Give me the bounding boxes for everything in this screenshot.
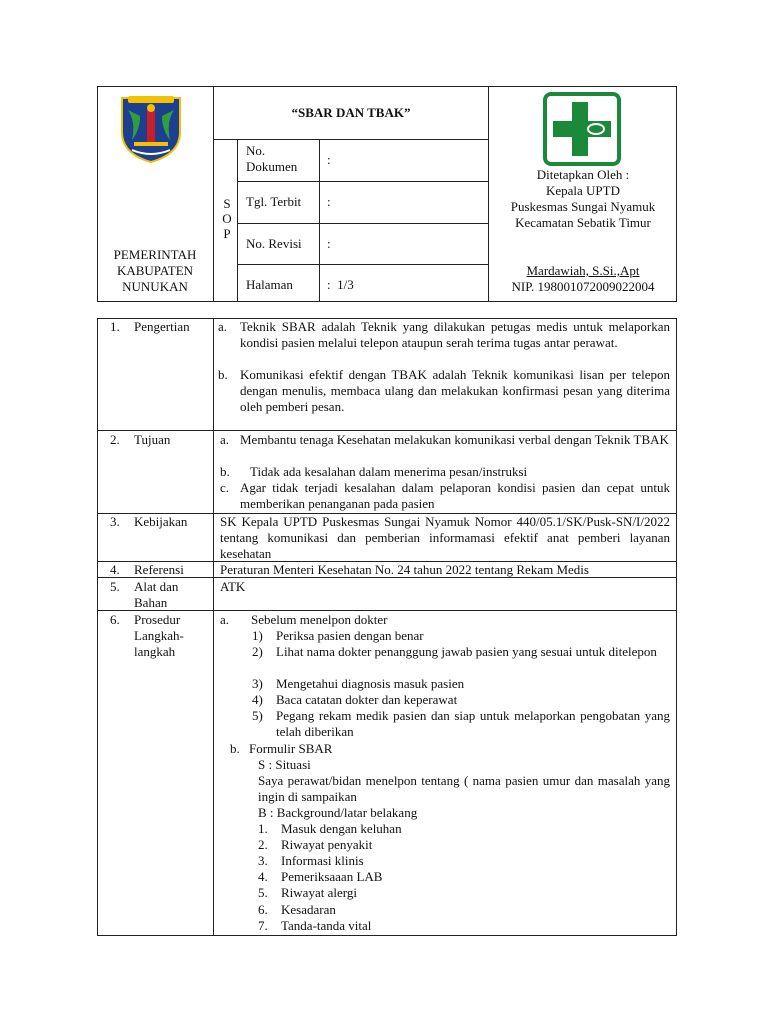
situasi-label: S : Situasi bbox=[258, 757, 311, 772]
row-5-title: Alat dan Bahan bbox=[134, 579, 179, 610]
bg-6-number: 6. bbox=[258, 902, 268, 917]
no-revisi-label: No. Revisi bbox=[246, 236, 302, 251]
bg-4-text: Pemeriksaaan LAB bbox=[281, 869, 383, 884]
row-2-b-label: b. bbox=[220, 464, 230, 479]
row-6-a-label: a. bbox=[220, 612, 230, 627]
halaman-label: Halaman bbox=[246, 277, 293, 292]
no-dokumen-label: No. Dokumen bbox=[246, 143, 298, 174]
bg-6-text: Kesadaran bbox=[281, 902, 336, 917]
step-3-text: Mengetahui diagnosis masuk pasien bbox=[276, 676, 465, 691]
step-2-number: 2) bbox=[252, 644, 263, 659]
row-4-text: Peraturan Menteri Kesehatan No. 24 tahun 2022 tentang Rekam Medis bbox=[220, 562, 589, 577]
row-2-a-label: a. bbox=[220, 432, 230, 447]
row-1-title: Pengertian bbox=[134, 319, 190, 334]
bg-7-number: 7. bbox=[258, 918, 268, 933]
tgl-terbit-label: Tgl. Terbit bbox=[246, 194, 302, 209]
bg-7-text: Tanda-tanda vital bbox=[281, 918, 372, 933]
row-3-number: 3. bbox=[110, 514, 120, 529]
no-dokumen-value: : bbox=[327, 152, 331, 167]
step-4-text: Baca catatan dokter dan keperawat bbox=[276, 692, 458, 707]
situasi-text: Saya perawat/bidan menelpon tentang ( nama pasien umur dan masalah yang ingin di sampaikan bbox=[258, 773, 670, 804]
row-6-number: 6. bbox=[110, 612, 120, 627]
step-1-text: Periksa pasien dengan benar bbox=[276, 628, 424, 643]
no-revisi-value: : bbox=[327, 236, 331, 251]
signer-nip: NIP. 198001072009022004 bbox=[511, 279, 655, 294]
bg-2-number: 2. bbox=[258, 837, 268, 852]
row-4-number: 4. bbox=[110, 562, 120, 577]
row-1-number: 1. bbox=[110, 319, 120, 334]
halaman-value: : 1/3 bbox=[327, 277, 354, 292]
kabupaten-shield-logo bbox=[118, 92, 184, 164]
step-2-text: Lihat nama dokter penanggung jawab pasien yang sesuai untuk ditelepon bbox=[276, 644, 657, 659]
puskesmas-logo bbox=[541, 92, 623, 166]
row-6-b-text: Formulir SBAR bbox=[249, 741, 333, 756]
bg-1-number: 1. bbox=[258, 821, 268, 836]
row-1-b-label: b. bbox=[218, 367, 228, 382]
step-4-number: 4) bbox=[252, 692, 263, 707]
bg-5-text: Riwayat alergi bbox=[281, 885, 357, 900]
row-4-title: Referensi bbox=[134, 562, 184, 577]
step-5-number: 5) bbox=[252, 708, 263, 723]
row-6-a-text: Sebelum menelpon dokter bbox=[251, 612, 388, 627]
tgl-terbit-value: : bbox=[327, 194, 331, 209]
row-2-title: Tujuan bbox=[134, 432, 171, 447]
background-label: B : Background/latar belakang bbox=[258, 805, 418, 820]
row-2-a-text: Membantu tenaga Kesehatan melakukan komunikasi verbal dengan Teknik TBAK bbox=[240, 432, 669, 447]
step-3-number: 3) bbox=[252, 676, 263, 691]
government-name: PEMERINTAH KABUPATEN NUNUKAN bbox=[113, 247, 197, 294]
row-2-number: 2. bbox=[110, 432, 120, 447]
bg-4-number: 4. bbox=[258, 869, 268, 884]
row-3-title: Kebijakan bbox=[134, 514, 188, 529]
row-5-text: ATK bbox=[220, 579, 246, 594]
step-1-number: 1) bbox=[252, 628, 263, 643]
signer-name: Mardawiah, S.Si.,Apt bbox=[526, 263, 640, 278]
bg-2-text: Riwayat penyakit bbox=[281, 837, 373, 852]
row-3-text: SK Kepala UPTD Puskesmas Sungai Nyamuk Nomor 440/05.1/SK/Pusk-SN/I/2022 tentang komunikasi dan pemberian informamasi efektif anat pemberi layanan kesehatan bbox=[220, 514, 670, 561]
sop-label: S O P bbox=[222, 196, 232, 241]
row-6-b-label: b. bbox=[230, 741, 240, 756]
step-5-text: Pegang rekam medik pasien dan siap untuk melaporkan pengobatan yang telah diberikan bbox=[276, 708, 670, 739]
row-5-number: 5. bbox=[110, 579, 120, 594]
bg-5-number: 5. bbox=[258, 885, 268, 900]
row-2-c-text: Agar tidak terjadi kesalahan dalam pelaporan kondisi pasien dan cepat untuk memberikan penanganan pada pasien bbox=[240, 480, 670, 511]
row-1-b-text: Komunikasi efektif dengan TBAK adalah Teknik komunikasi lisan per telepon dengan menulis, membaca ulang dan melakukan konfirmasi pesan yang diterima oleh pemberi pesan. bbox=[240, 367, 670, 414]
document-title: “SBAR DAN TBAK” bbox=[291, 105, 411, 120]
row-2-b-text: Tidak ada kesalahan dalam menerima pesan/instruksi bbox=[250, 464, 528, 479]
row-2-c-label: c. bbox=[220, 480, 230, 495]
row-1-a-label: a. bbox=[218, 319, 228, 334]
bg-3-text: Informasi klinis bbox=[281, 853, 364, 868]
bg-1-text: Masuk dengan keluhan bbox=[281, 821, 402, 836]
row-1-a-text: Teknik SBAR adalah Teknik yang dilakukan petugas medis untuk melaporkan kondisi pasien melalui telepon ataupun serah terima tugas antar perawat. bbox=[240, 319, 670, 350]
bg-3-number: 3. bbox=[258, 853, 268, 868]
row-6-title: Prosedur Langkah- langkah bbox=[134, 612, 184, 659]
ditetapkan-block: Ditetapkan Oleh : Kepala UPTD Puskesmas Sungai Nyamuk Kecamatan Sebatik Timur bbox=[510, 167, 656, 230]
